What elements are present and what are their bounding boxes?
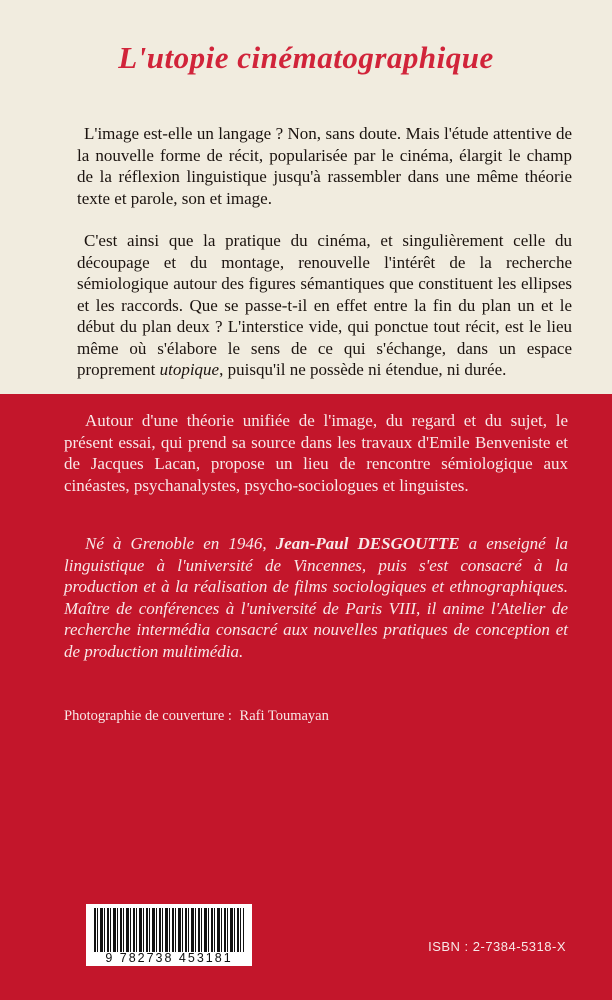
photo-credit-label: Photographie de couverture : (64, 708, 232, 724)
author-name: Jean-Paul DESGOUTTE (275, 534, 460, 553)
isbn-label: ISBN : 2-7384-5318-X (428, 939, 566, 954)
photo-credit-name: Rafi Toumayan (239, 708, 329, 724)
essay-paragraph: Autour d'une théorie unifiée de l'image, du regard et du sujet, le présent essai, qui prend sa source dans les travaux d'Emile Benveniste et de Jacques Lacan, propose un lieu de rencontre sémiologique aux cinéastes, psychanalystes, psycho-sociologues et linguistes. (64, 411, 568, 495)
summary-paragraph-2-text: C'est ainsi que la pratique du cinéma, et singulièrement celle du découpage et du montage, renouvelle l'intérêt de la recherche sémiologique autour des figures sémantiques que constituent les ellipses et les raccords. Que se passe-t-il en effet entre la fin du plan un et le début du plan deux ? L'interstice vide, qui ponctue tout récit, est le lieu même où s'élabore le sens de ce qui s'échange, dans un espace proprement (77, 231, 572, 379)
photo-credit (64, 708, 329, 725)
author-bio (64, 533, 568, 662)
bio-text: a enseigné la linguistique à l'université de Vincennes, puis s'est consacré à la production et à la réalisation de films sociologiques et ethnographiques. Maître de conférences à l'université de Paris VIII, il anime l'Atelier de recherche intermédia consacré aux nouvelles pratiques de conception et de production multimédia. (64, 534, 569, 661)
barcode-bars (94, 908, 244, 952)
summary-paragraph-2 (77, 230, 572, 381)
bio-intro: Né à Grenoble en 1946, (85, 534, 267, 553)
barcode-digits: 9 782738 453181 (105, 951, 233, 965)
utopique-word: utopique (159, 360, 220, 379)
summary-paragraph-1: L'image est-elle un langage ? Non, sans doute. Mais l'étude attentive de la nouvelle forme de récit, popularisée par le cinéma, élargit le champ de la réflexion linguistique jusqu'à rassembler dans une même théorie texte et parole, son et image. (77, 124, 572, 208)
summary-paragraph-2-end: , puisqu'il ne possède ni étendue, ni durée. (219, 360, 507, 379)
barcode (86, 904, 252, 966)
book-title: L'utopie cinématographique (118, 40, 494, 75)
